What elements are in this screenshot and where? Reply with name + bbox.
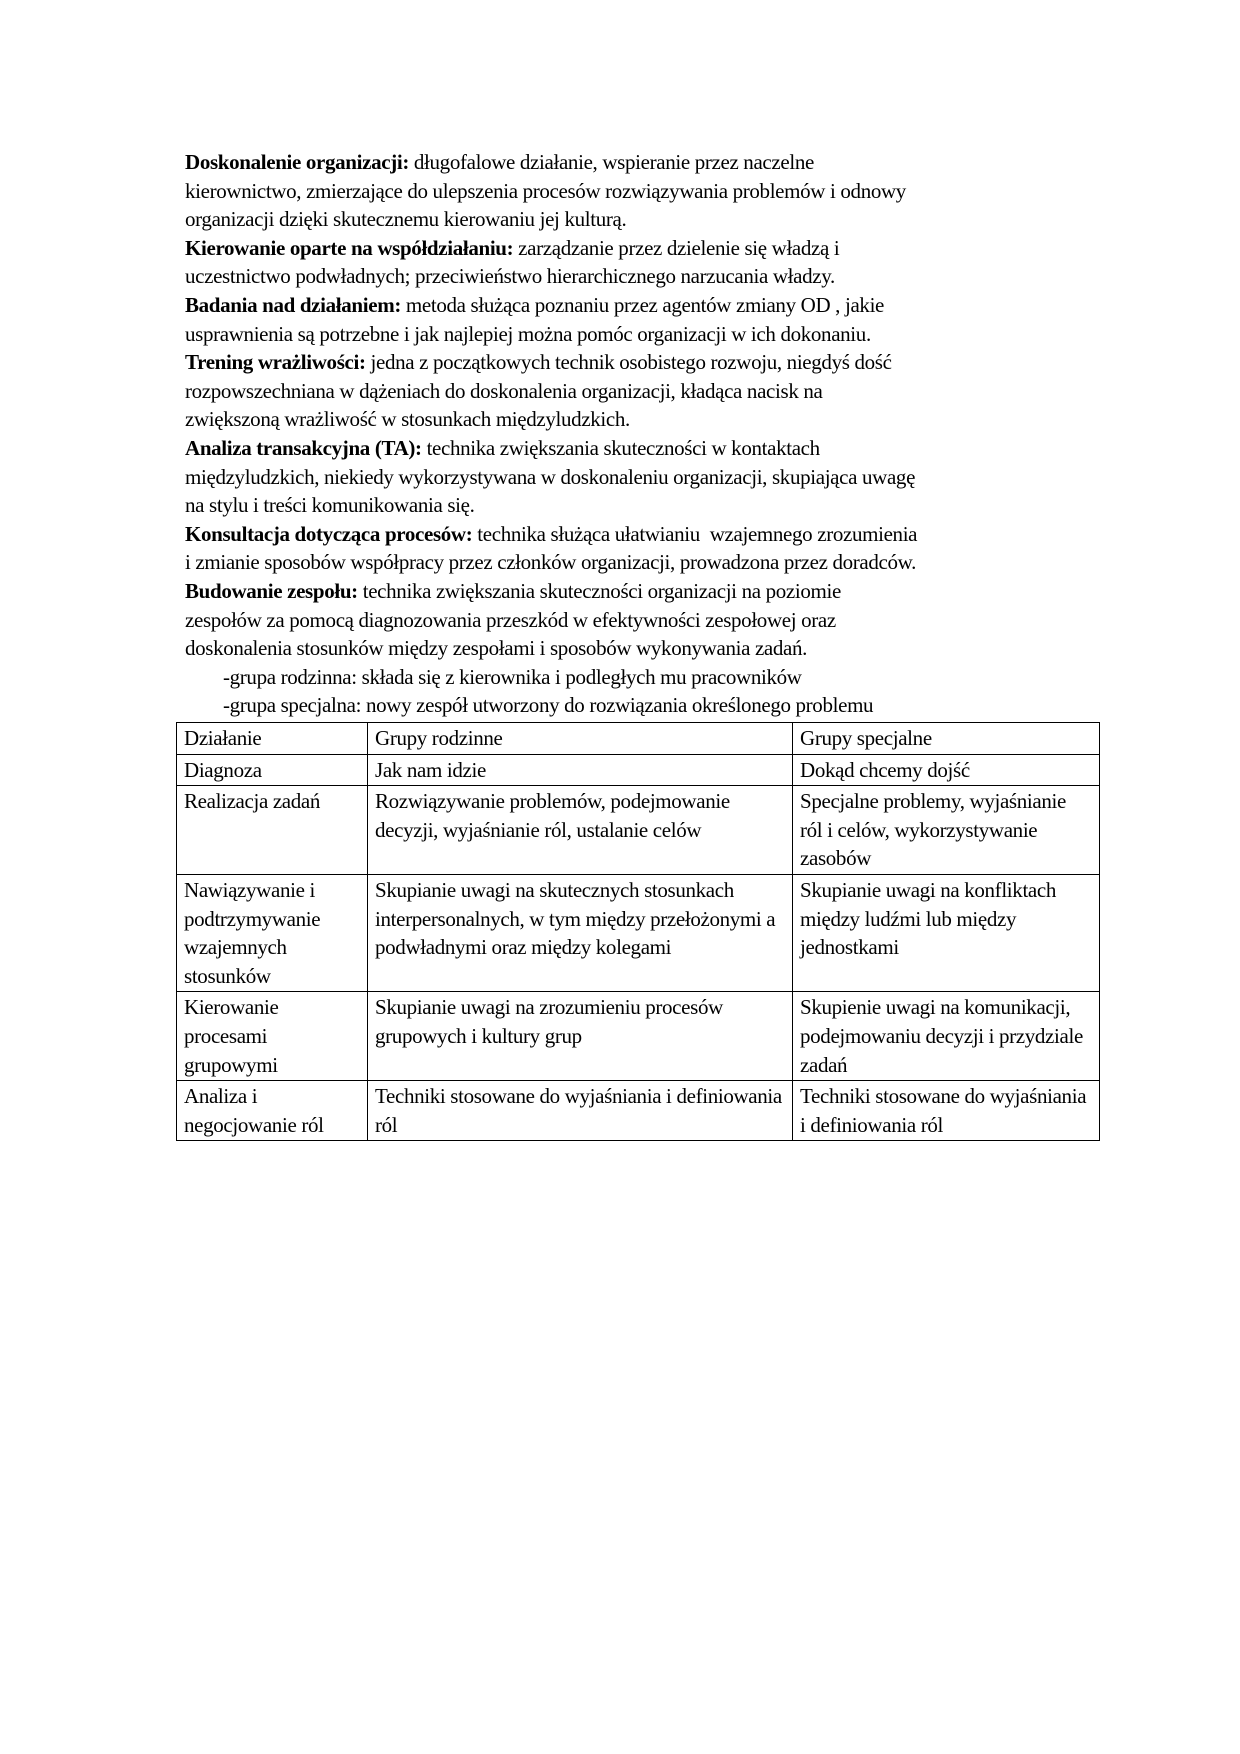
definition-text: usprawnienia są potrzebne i jak najlepiej można pomóc organizacji w ich dokonaniu.: [185, 321, 871, 346]
definition-text: zespołów za pomocą diagnozowania przeszkód w efektywności zespołowej oraz: [185, 607, 836, 632]
definition-term: Kierowanie oparte na współdziałaniu:: [185, 235, 514, 260]
definition-text: technika służąca ułatwianiu wzajemnego zrozumienia: [472, 521, 918, 546]
definition-text: zarządzanie przez dzielenie się władzą i: [513, 235, 840, 260]
table-cell: Rozwiązywanie problemów, podejmowanie decyzji, wyjaśnianie ról, ustalanie celów: [368, 786, 793, 875]
definition-term: Trening wrażliwości:: [185, 350, 366, 375]
definition-text: uczestnictwo podwładnych; przeciwieństwo hierarchicznego narzucania władzy.: [185, 264, 835, 289]
definition-line: [185, 577, 1105, 606]
table-cell: Skupianie uwagi na skutecznych stosunkach interpersonalnych, w tym między przełożonymi a podwładnymi oraz między kolegami: [368, 874, 793, 991]
definition-line: [185, 234, 1105, 263]
definition-line: [185, 606, 1105, 635]
table-cell: Działanie: [177, 723, 368, 755]
definition-term: Badania nad działaniem:: [185, 292, 401, 317]
table-cell: Diagnoza: [177, 754, 368, 786]
table-row: [177, 992, 1100, 1081]
definition-text: jedna z początkowych technik osobistego rozwoju, niegdyś dość: [365, 350, 892, 375]
definition-text: metoda służąca poznaniu przez agentów zmiany OD , jakie: [401, 292, 885, 317]
bullet-item: -grupa rodzinna: składa się z kierownika i podległych mu pracowników: [223, 664, 802, 689]
definition-text: rozpowszechniana w dążeniach do doskonalenia organizacji, kładąca nacisk na: [185, 378, 823, 403]
definition-line: [185, 434, 1105, 463]
definition-text: międzyludzkich, niekiedy wykorzystywana w doskonaleniu organizacji, skupiająca uwagę: [185, 464, 916, 489]
definition-line: [185, 291, 1105, 320]
definition-line: [185, 463, 1105, 492]
definition-line: [185, 148, 1105, 177]
definition-text: kierownictwo, zmierzające do ulepszenia procesów rozwiązywania problemów i odnowy: [185, 178, 906, 203]
definition-line: [185, 634, 1105, 663]
table-cell: Skupianie uwagi na konfliktach między ludźmi lub między jednostkami: [793, 874, 1100, 991]
definition-line: [185, 377, 1105, 406]
definition-text: organizacji dzięki skutecznemu kierowaniu jej kulturą.: [185, 207, 627, 232]
definition-text: na stylu i treści komunikowania się.: [185, 493, 475, 518]
table-row: [177, 786, 1100, 875]
definition-text: długofalowe działanie, wspieranie przez naczelne: [408, 150, 814, 174]
table-cell: Realizacja zadań: [177, 786, 368, 875]
table-cell: Kierowanie procesami grupowymi: [177, 992, 368, 1081]
table-cell: Nawiązywanie i podtrzymywanie wzajemnych stosunków: [177, 874, 368, 991]
table-cell: Skupienie uwagi na komunikacji, podejmowaniu decyzji i przydziale zadań: [793, 992, 1100, 1081]
table-cell: Specjalne problemy, wyjaśnianie ról i celów, wykorzystywanie zasobów: [793, 786, 1100, 875]
definition-line: [185, 405, 1105, 434]
table-cell: Grupy rodzinne: [368, 723, 793, 755]
definition-term: Konsultacja dotycząca procesów:: [185, 521, 473, 546]
comparison-table: [176, 722, 1100, 1141]
definition-line: [185, 262, 1105, 291]
table-row: [177, 1081, 1100, 1141]
document-body: [185, 148, 1105, 720]
table-cell: Techniki stosowane do wyjaśniania i definiowania ról: [793, 1081, 1100, 1141]
definition-text: zwiększoną wrażliwość w stosunkach międzyludzkich.: [185, 407, 630, 432]
definition-line: [185, 491, 1105, 520]
definition-text: technika zwiększania skuteczności organizacji na poziomie: [357, 578, 841, 603]
definition-line: [185, 348, 1105, 377]
table-cell: Skupianie uwagi na zrozumieniu procesów grupowych i kultury grup: [368, 992, 793, 1081]
table-cell: Grupy specjalne: [793, 723, 1100, 755]
table-cell: Techniki stosowane do wyjaśniania i definiowania ról: [368, 1081, 793, 1141]
table-row: [177, 874, 1100, 991]
definition-line: [185, 205, 1105, 234]
definition-text: doskonalenia stosunków między zespołami i sposobów wykonywania zadań.: [185, 636, 808, 661]
definition-term: Analiza transakcyjna (TA):: [185, 435, 422, 460]
table-cell: Dokąd chcemy dojść: [793, 754, 1100, 786]
table-cell: Analiza i negocjowanie ról: [177, 1081, 368, 1141]
table-header-row: [177, 723, 1100, 755]
definition-line: [185, 548, 1105, 577]
definition-text: i zmianie sposobów współpracy przez członków organizacji, prowadzona przez doradców.: [185, 550, 916, 575]
table-row: [177, 754, 1100, 786]
bullet-item: -grupa specjalna: nowy zespół utworzony do rozwiązania określonego problemu: [223, 693, 874, 718]
definition-text: technika zwiększania skuteczności w kontaktach: [421, 435, 820, 460]
definition-term: Doskonalenie organizacji:: [185, 150, 409, 174]
definition-line: [185, 320, 1105, 349]
definition-line: [185, 520, 1105, 549]
definition-term: Budowanie zespołu:: [185, 578, 358, 603]
definition-line: [185, 177, 1105, 206]
table-cell: Jak nam idzie: [368, 754, 793, 786]
